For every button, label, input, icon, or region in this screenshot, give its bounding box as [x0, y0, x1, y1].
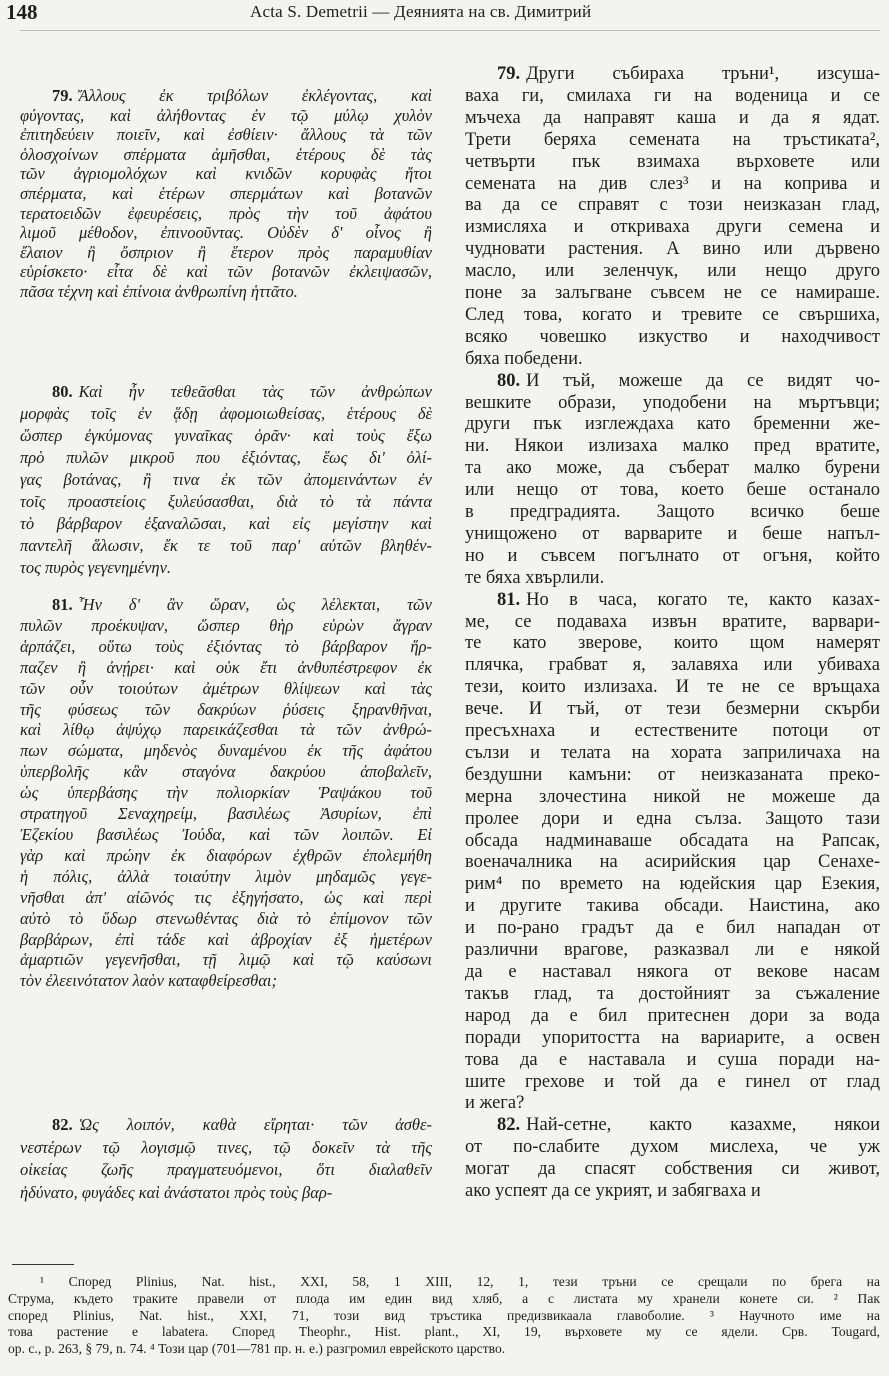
- line-text: τῶν οὖν τοιούτων ἀμέτρων θλίψεων καὶ τὰς: [20, 678, 432, 698]
- line-text: След това, когато и тревите се свършиха,: [465, 304, 880, 325]
- line-text: ὥσπερ ἐγκύμονας γυναῖκας ὁρᾶν· καὶ τοὺς ἔξω: [20, 426, 432, 445]
- line-text: това да е наставала и суша поради на-: [465, 1049, 880, 1070]
- text-line: [465, 852, 880, 874]
- text-line: [20, 846, 432, 867]
- text-line: [20, 867, 432, 888]
- line-text: καὶ λίθῳ ἀψύχῳ παρεικάζεσθαι τὰ τῶν ἀνθρώ-: [20, 720, 432, 740]
- line-text: τερατοειδῶν ἐφευρέσεις, πρὸς τὴν τοῦ ἀφάτου: [20, 203, 432, 223]
- line-text: ваха ги, смилаха ги на воденица и се: [465, 85, 880, 106]
- text-line: [465, 349, 880, 371]
- text-line: [465, 502, 880, 524]
- line-text: та ако може, да съберат малко бурени: [465, 458, 880, 479]
- line-text: шите грехове и той да е гинел от глад: [465, 1071, 880, 1092]
- text-line: [465, 217, 880, 239]
- text-line: [20, 223, 432, 243]
- text-line: [20, 909, 432, 930]
- line-text: σπέρματα, καὶ ἑτέρων σπερμάτων καὶ βοτανῶν: [20, 183, 432, 203]
- text-line: [20, 204, 432, 224]
- text-line: [20, 930, 432, 951]
- text-line: [20, 888, 432, 909]
- text-line: [465, 831, 880, 853]
- text-line: [465, 546, 880, 568]
- line-text: тези, които излизаха. И те не се връщаха: [465, 677, 880, 698]
- text-line: [465, 918, 880, 940]
- text-line: [465, 874, 880, 896]
- line-text: И тъй, можеше да се видят чо-: [526, 370, 880, 391]
- line-text: пресъхнаха и естествените потоци от: [465, 721, 880, 742]
- greek-paragraph-81: [20, 595, 432, 992]
- line-text: τὸν ἐλεεινότατον λαὸν καταφθείρεσθαι;: [20, 971, 277, 991]
- line-text: сълзи и телата на хората заприличаха на: [465, 742, 880, 763]
- text-line: [20, 1159, 432, 1182]
- line-text: παζεν ἢ ἀνῄρει· καὶ οὐκ ἔτι ἀνθυπέστρεφον ἐκ: [20, 657, 432, 677]
- greek-paragraph-80: [20, 381, 432, 579]
- line-text: Ἄλλους ἐκ τριβόλων ἐκλέγοντας, καὶ: [78, 86, 432, 105]
- text-line: [20, 164, 432, 184]
- line-text: и жега?: [465, 1093, 525, 1114]
- line-text: обсада надминаваше обсадата на Рапсак,: [465, 830, 880, 851]
- line-text: всяко човешко изкуство и находчивост: [465, 326, 880, 347]
- text-line: [465, 458, 880, 480]
- text-line: [20, 381, 432, 403]
- bulgarian-paragraph-80: [465, 371, 880, 590]
- text-line: [465, 108, 880, 130]
- text-line: [20, 741, 432, 762]
- line-text: λιμοῦ μέθοδον, ἐπινοοῦντας. Οὐδὲν δ' οἶνος ἢ: [20, 223, 432, 243]
- text-line: [20, 720, 432, 741]
- paragraph-number: 80.: [497, 370, 521, 391]
- line-text: те като зверове, които щом намерят: [465, 633, 880, 654]
- paragraph-number: 82.: [52, 1115, 73, 1134]
- text-line: [465, 1137, 880, 1159]
- text-line: [465, 984, 880, 1006]
- text-line: [20, 425, 432, 447]
- line-text: οἰκείας ζωῆς πραγματευόμενοι, ὅτι διαλαθεῖν: [20, 1160, 432, 1180]
- text-line: [20, 243, 432, 263]
- paragraph-number: 81.: [52, 595, 73, 614]
- line-text: μορφὰς τοῖς ἐν ᾅδῃ ἀφομοιωθείσας, ἑτέρους δὲ: [20, 404, 432, 423]
- text-line: [20, 1182, 432, 1205]
- footnote-line: ¹ Според Plinius, Nat. hist., XXI, 58, 1 XIII, 12, 1, тези тръни се срещали по брега на: [40, 1274, 880, 1289]
- line-text: плячка, грабват я, залавяха или убиваха: [465, 655, 880, 676]
- line-text: могат да спасят собствения си живот,: [465, 1159, 880, 1179]
- line-text: νεστέρων τῷ λογισμῷ τινες, τῷ δοκεῖν τὰ τῆς: [20, 1137, 432, 1157]
- line-text: τος πυρὸς γεγενημένην.: [20, 558, 172, 577]
- text-line: [465, 64, 880, 86]
- paragraph-number: 81.: [497, 589, 521, 610]
- line-text: унищожено от варварите и беше напъл-: [465, 523, 880, 544]
- text-line: [465, 414, 880, 436]
- line-text: вече. И тъй, от тези безмерни скърби: [465, 699, 880, 720]
- text-line: [465, 393, 880, 415]
- line-text: чудновати растения. А вино или дървено: [465, 239, 880, 260]
- text-line: [20, 535, 432, 557]
- text-line: [465, 633, 880, 655]
- line-text: πων σώματα, μηδενὸς δυναμένου ἐκ τῆς ἀφάτου: [20, 741, 432, 761]
- text-line: [20, 86, 432, 106]
- line-text: от по-слабите духом мислеха, че уж: [465, 1137, 880, 1158]
- text-line: [465, 612, 880, 634]
- page-number: 148: [6, 0, 38, 24]
- text-line: [465, 765, 880, 787]
- text-line: [465, 283, 880, 305]
- line-text: Трети беряха семената на тръстиката²,: [465, 129, 880, 150]
- text-line: [20, 403, 432, 425]
- text-line: [20, 125, 432, 145]
- text-line: [465, 721, 880, 743]
- text-line: [465, 655, 880, 677]
- paragraph-number: 79.: [52, 86, 73, 105]
- line-text: такъв глад, та достойният за съжаление: [465, 983, 880, 1004]
- line-text: други пък изглеждаха като бременни же-: [465, 414, 880, 435]
- text-line: [465, 1028, 880, 1050]
- text-line: [465, 195, 880, 217]
- footnote-line: това растение е labatera. Според Theophr., Hist. plant., XI, 19, върховете му се ядели. Срв. Tougard,: [8, 1324, 880, 1340]
- text-line: [465, 480, 880, 502]
- text-line: [465, 743, 880, 765]
- text-line: [20, 513, 432, 535]
- text-line: [20, 658, 432, 679]
- line-text: βαρβάρων, ἐπὶ τάδε καὶ ἀβροχίαν ἐξ ἡμετέρων: [20, 929, 432, 949]
- text-line: [20, 616, 432, 637]
- text-line: [465, 261, 880, 283]
- line-text: различни врагове, разказвал ли е някой: [465, 940, 880, 961]
- line-text: γας βοτάνας, ἢ τινα ἐκ τῶν ἀπομεινάντων ἐν: [20, 470, 432, 489]
- line-text: γὰρ καὶ πρώην ἐκ διαφόρων ἐχθρῶν ἐπολεμήθη: [20, 845, 432, 865]
- line-text: τὸ βάρβαρον ἐξαναλῶσαι, καὶ εἰς μεγίστην καὶ: [20, 514, 432, 533]
- line-text: ἡ πόλις, ἀλλὰ τοιαύτην λιμὸν μηδαμῶς γεγε-: [20, 866, 432, 886]
- text-line: [465, 962, 880, 984]
- line-text: или нещо от това, което беше останало: [465, 480, 880, 501]
- text-line: [465, 436, 880, 458]
- text-line: [20, 145, 432, 165]
- line-text: Ἦν δ' ἂν ὥραν, ὡς λέλεκται, τῶν: [78, 595, 432, 614]
- text-line: [20, 184, 432, 204]
- text-line: [465, 896, 880, 918]
- line-text: τῆς φύσεως τῶν δακρύων ῥύσεις ξηρανθῆναι,: [20, 699, 432, 719]
- text-line: [20, 700, 432, 721]
- line-text: Други събираха тръни¹, изсуша-: [526, 64, 880, 84]
- line-text: νῆσθαι ἀπ' αἰῶνός τις ἐξηγήσατο, ὡς καὶ περὶ: [20, 887, 432, 907]
- paragraph-number: 79.: [497, 64, 521, 84]
- line-text: ни. Някои излизаха малко пред вратите,: [465, 436, 880, 457]
- text-line: [465, 239, 880, 261]
- text-line: [465, 1159, 880, 1181]
- line-text: поне за залъгване съвсем не се намираше.: [465, 283, 880, 304]
- line-text: пролее дори и една сълза. Защото тази: [465, 808, 880, 829]
- line-text: παντελῆ ἅλωσιν, ἔκ τε τοῦ παρ' αὐτῶν βληθέν-: [20, 536, 432, 555]
- line-text: ὡς ὑπερβάσης τὴν πολιορκίαν Ῥαψάκου τοῦ: [20, 783, 432, 803]
- text-line: [465, 327, 880, 349]
- line-text: τῶν ἀγριομολόχων καὶ κνιδῶν κορυφὰς ἤτοι: [20, 164, 432, 184]
- paragraph-number: 80.: [52, 382, 73, 401]
- line-text: четвърти пък взимаха върховете или: [465, 151, 880, 172]
- text-line: [465, 305, 880, 327]
- text-line: [465, 86, 880, 108]
- line-text: πᾶσα τέχνη καὶ ἐπίνοια ἀνθρωπίνη ἡττᾶτο.: [20, 281, 298, 301]
- footnote-line: Струма, където траките правели от плода им един вид хляб, а с листата му хранели конете си. ² Пак: [8, 1290, 880, 1306]
- text-line: [465, 940, 880, 962]
- text-line: [465, 590, 880, 612]
- paragraph-number: 82.: [497, 1115, 521, 1136]
- line-text: в предградията. Защото всичко беше: [465, 502, 880, 523]
- text-line: [465, 809, 880, 831]
- text-line: [20, 1114, 432, 1137]
- text-line: [20, 1137, 432, 1160]
- footnote-line: op. c., p. 263, § 79, n. 74. ⁴ Този цар (701—781 пр. н. е.) разгромил еврейското царство.: [8, 1341, 506, 1357]
- running-title: Acta S. Demetrii — Деянията на св. Димитрий: [250, 2, 592, 21]
- line-text: бездушни камъни: от неизказаната преко-: [465, 764, 880, 785]
- text-line: [20, 557, 432, 579]
- line-text: измисляха и откриваха други семена и: [465, 217, 880, 238]
- text-line: [465, 1072, 880, 1094]
- line-text: Ὡς λοιπόν, καθὰ εἴρηται· τῶν ἀσθε-: [78, 1115, 432, 1134]
- line-text: ἠδύνατο, φυγάδες καὶ ἀνάστατοι πρὸς τοὺς βαρ-: [20, 1183, 333, 1203]
- line-text: ἁρπάζει, οὕτω τοὺς ἐξιόντας τὸ βάρβαρον ἥρ-: [20, 636, 432, 656]
- greek-paragraph-79: [20, 86, 432, 302]
- text-line: [465, 1050, 880, 1072]
- line-text: и по-рано градът да е бил нападан от: [465, 918, 880, 939]
- text-line: [20, 262, 432, 282]
- header-rule: [20, 30, 880, 31]
- text-line: [465, 371, 880, 393]
- line-text: Καὶ ἦν τεθεᾶσθαι τὰς τῶν ἀνθρώπων: [78, 382, 432, 401]
- line-text: мъчеха да направят каша и да я ядат.: [465, 107, 880, 128]
- text-line: [20, 804, 432, 825]
- line-text: семената на див слез³ и на коприва и: [465, 173, 880, 194]
- line-text: Най-сетне, както казахме, някои: [526, 1115, 880, 1136]
- bulgarian-paragraph-81: [465, 590, 880, 1116]
- line-text: и другите такива обсади. Наистина, ако: [465, 896, 880, 917]
- text-line: [20, 447, 432, 469]
- text-line: [465, 568, 880, 590]
- line-text: вешките образи, уподобени на мъртъвци;: [465, 392, 880, 413]
- line-text: πυλῶν προέκυψαν, ὥσπερ θὴρ εὑρὼν ἄγραν: [20, 615, 432, 635]
- line-text: народ да е бил притеснен дори за вода: [465, 1005, 880, 1026]
- line-text: те бяха хвърлили.: [465, 567, 605, 588]
- line-text: ἔλαιον ἢ ὄσπριον ἢ ἕτερον πρὸς παραμυθίαν: [20, 242, 432, 262]
- text-line: [20, 825, 432, 846]
- text-line: [20, 282, 432, 302]
- line-text: ва да се справят с този неизказан глад,: [465, 195, 880, 216]
- line-text: военачалника на асирийския цар Сенахе-: [465, 852, 880, 873]
- line-text: αὐτὸ τὸ ὕδωρ στενωθέντας διὰ τὸ ἐπίμονον τῶν: [20, 908, 432, 928]
- bulgarian-paragraph-82: [465, 1115, 880, 1203]
- line-text: мерна злочестина никой не можеше да: [465, 786, 880, 807]
- line-text: масло, или зеленчук, или нещо друго: [465, 261, 880, 282]
- line-text: ако успеят да се укрият, и забягваха и: [465, 1180, 761, 1201]
- text-line: [20, 595, 432, 616]
- footnotes: [8, 1274, 880, 1358]
- line-text: но и съвсем погълнато от огъня, който: [465, 545, 880, 566]
- text-line: [465, 152, 880, 174]
- line-text: бяха победени.: [465, 348, 583, 369]
- text-line: [465, 130, 880, 152]
- text-line: [20, 491, 432, 513]
- text-line: [20, 637, 432, 658]
- line-text: ὁλοσχοίνων σπέρματα ἀμῆσθαι, ἑτέρους δὲ τὰς: [20, 144, 432, 164]
- text-line: [20, 106, 432, 126]
- line-text: ἐπιτηδεύειν ποιεῖν, καὶ ἐσθίειν· ἄλλους τὰ τῶν: [20, 125, 432, 145]
- text-line: [20, 971, 432, 992]
- line-text: ἁμαρτιῶν γεγενῆσθαι, τῇ λιμῷ καὶ τῷ καύσωνι: [20, 950, 432, 970]
- text-line: [20, 762, 432, 783]
- text-line: [20, 679, 432, 700]
- text-line: [20, 469, 432, 491]
- line-text: ме, се подаваха извън вратите, варвари-: [465, 611, 880, 632]
- line-text: εὑρίσκετο· εἶτα δὲ καὶ τῶν βοτανῶν ἐκλειψασῶν,: [20, 262, 432, 282]
- greek-paragraph-82: [20, 1114, 432, 1205]
- line-text: да е наставал някога от векове насам: [465, 962, 880, 982]
- text-line: [465, 787, 880, 809]
- line-text: Но в часа, когато те, както казах-: [526, 589, 880, 610]
- text-line: [465, 1115, 880, 1137]
- bulgarian-paragraph-79: [465, 64, 880, 371]
- line-text: Ἐζεκίου βασιλέως Ἰούδα, καὶ τῶν λοιπῶν. Εἰ: [20, 824, 432, 844]
- line-text: поради упоритостта на вариарите, а освен: [465, 1027, 880, 1048]
- text-line: [465, 1093, 880, 1115]
- line-text: τοῖς προαστείοις ξυλεύσασθαι, διὰ τὸ τὰ πάντα: [20, 492, 432, 511]
- line-text: φύγοντας, καὶ ἀλήθοντας ἐν τῷ μύλῳ χυλὸν: [20, 105, 432, 125]
- line-text: πρὸ πυλῶν μικροῦ που ἐξιόντας, ἕως δι' ὀλί-: [20, 448, 432, 467]
- text-line: [20, 783, 432, 804]
- text-line: [465, 1181, 880, 1203]
- line-text: ὑπερβολῆς κἂν σταγόνα δακρύου ἀποβαλεῖν,: [20, 762, 432, 782]
- text-line: [465, 699, 880, 721]
- footnote-rule: [12, 1264, 74, 1265]
- text-line: [465, 1006, 880, 1028]
- text-line: [465, 677, 880, 699]
- line-text: рим⁴ по времето на юдейския цар Езекия,: [465, 874, 880, 895]
- line-text: στρατηγοῦ Σεναχηρείμ, βασιλέως Ἀσυρίων, ἐπὶ: [20, 804, 432, 824]
- text-line: [465, 174, 880, 196]
- text-line: [20, 950, 432, 971]
- text-line: [465, 524, 880, 546]
- footnote-line: според Plinius, Nat. hist., XXI, 71, този вид тръстика предизвикаала главоболие. ³ Научното име на: [8, 1307, 880, 1323]
